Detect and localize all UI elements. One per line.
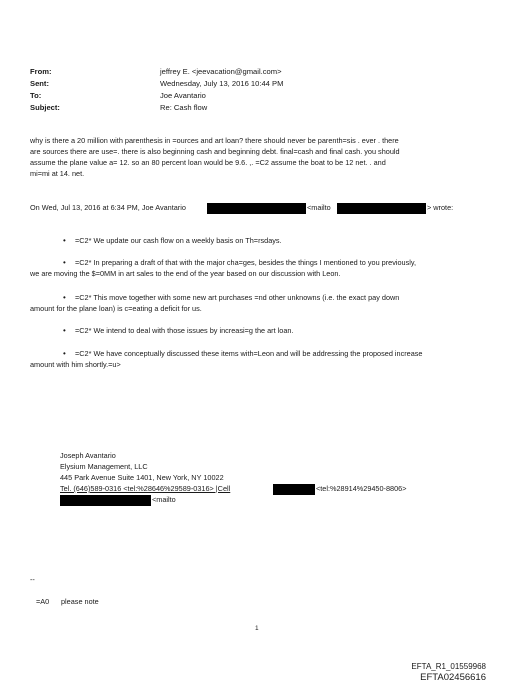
quote-intro-suffix: > wrote: [427, 203, 454, 212]
to-label: To: [30, 91, 42, 100]
from-label: From: [30, 67, 52, 76]
bullet-2-line-1: =C2* In preparing a draft of that with the major cha=ges, besides the things I mentioned to you previously, [75, 258, 416, 267]
footer-id-secondary: EFTA02456616 [420, 672, 486, 683]
signature-company: Elysium Management, LLC [60, 462, 148, 471]
from-value: jeffrey E. <jeevacation@gmail.com> [160, 67, 282, 76]
quote-intro-mailto: <mailto [307, 203, 331, 212]
bullet-4-line-1: =C2* We intend to deal with those issues by increasi=g the art loan. [75, 326, 294, 335]
note-code: =A0 [36, 597, 50, 606]
sent-value: Wednesday, July 13, 2016 10:44 PM [160, 79, 284, 88]
quote-intro-prefix: On Wed, Jul 13, 2016 at 6:34 PM, Joe Avantario [30, 203, 186, 212]
signature-separator: -- [30, 575, 35, 584]
subject-value: Re: Cash flow [160, 103, 208, 112]
reply-line-1: why is there a 20 million with parenthesis in =ources and art loan? there should never be parenth=sis . ever . there [30, 136, 399, 145]
bullet-icon: • [63, 258, 66, 267]
signature-mailto: <mailto [152, 495, 176, 504]
redaction-block [273, 484, 315, 495]
bullet-2-line-2: we are moving the $=0MM in art sales to the end of the year based on our discussion with Leon. [30, 269, 341, 278]
signature-address: 445 Park Avenue Suite 1401, New York, NY 10022 [60, 473, 224, 482]
page-number: 1 [255, 625, 259, 632]
bullet-3-line-2: amount for the plane loan) is c=eating a deficit for us. [30, 304, 202, 313]
subject-label: Subject: [30, 103, 60, 112]
note-text: please note [61, 597, 99, 606]
reply-line-2: are sources there are use=. there is also beginning cash and beginning debt. final=cash and final cash. you should [30, 147, 400, 156]
sent-label: Sent: [30, 79, 49, 88]
bullet-5-line-2: amount with him shortly.=u> [30, 360, 121, 369]
to-value: Joe Avantario [160, 91, 206, 100]
bullet-3-line-1: =C2* This move together with some new art purchases =nd other unknowns (i.e. the exact pay down [75, 293, 400, 302]
signature-cell-tel[interactable]: <tel:%28914%29450-8806> [316, 484, 407, 493]
bullet-icon: • [63, 236, 66, 245]
redaction-block [60, 495, 151, 506]
bullet-5-line-1: =C2* We have conceptually discussed these items with=Leon and will be addressing the proposed increase [75, 349, 423, 358]
reply-line-3: assume the plane value a= 12. so an 80 percent loan would be 9.6. ,. =C2 assume the boat to be 12 net. . and [30, 158, 386, 167]
redaction-block [337, 203, 426, 214]
signature-tel[interactable]: Tel. (646)589-0316 <tel:%28646%29589-0316> |Cell [60, 484, 231, 493]
redaction-block [207, 203, 306, 214]
bullet-1-line-1: =C2* We update our cash flow on a weekly basis on Th=rsdays. [75, 236, 282, 245]
signature-name: Joseph Avantario [60, 451, 116, 460]
bullet-icon: • [63, 293, 66, 302]
bullet-icon: • [63, 349, 66, 358]
bullet-icon: • [63, 326, 66, 335]
footer-id-primary: EFTA_R1_01559968 [411, 662, 486, 671]
reply-line-4: mi=mi at 14. net. [30, 169, 85, 178]
